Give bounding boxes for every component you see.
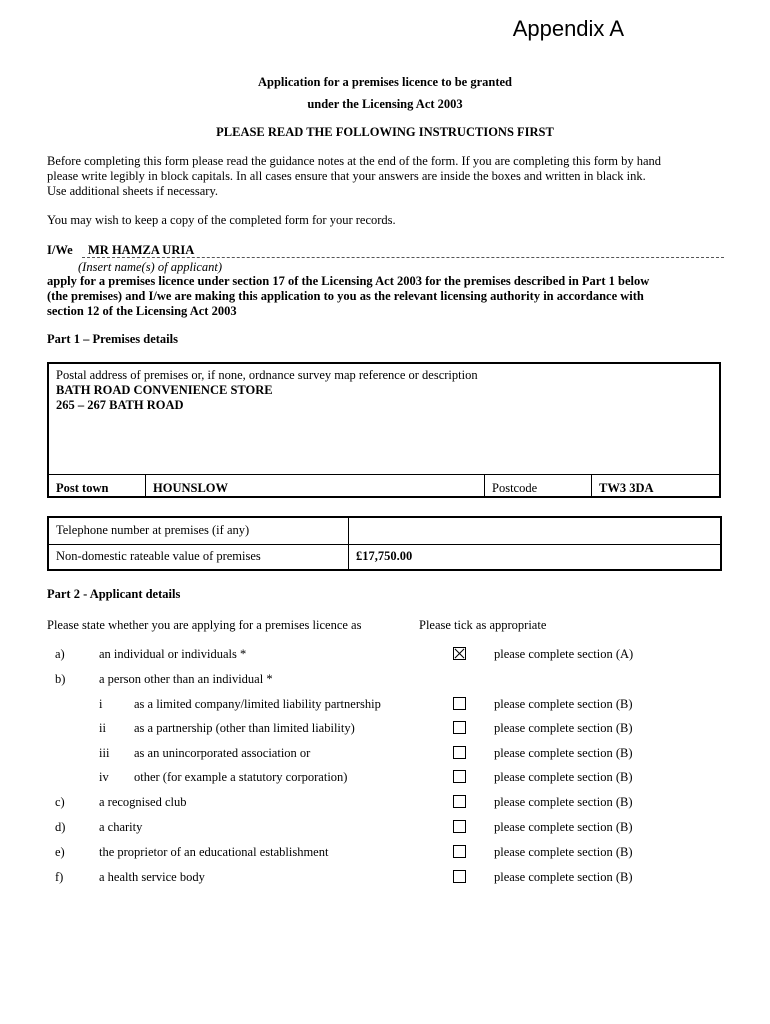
option-text: an individual or individuals * xyxy=(99,647,247,661)
option-action: please complete section (B) xyxy=(494,721,633,735)
option-letter: b) xyxy=(55,672,66,686)
option-letter: e) xyxy=(55,845,65,859)
option-action: please complete section (B) xyxy=(494,746,633,760)
option-text: as a limited company/limited liability partnership xyxy=(134,697,381,711)
checkbox-individual[interactable] xyxy=(453,647,466,660)
option-action: please complete section (B) xyxy=(494,795,633,809)
divider xyxy=(145,474,146,498)
divider xyxy=(484,474,485,498)
post-town-label: Post town xyxy=(56,481,109,495)
option-text: a person other than an individual * xyxy=(99,672,273,686)
applicant-prefix: I/We xyxy=(47,243,73,257)
telephone-value[interactable] xyxy=(349,517,722,544)
option-action: please complete section (B) xyxy=(494,845,633,859)
applicant-type-question: Please state whether you are applying for a premises licence as xyxy=(47,618,362,632)
option-action: please complete section (B) xyxy=(494,820,633,834)
postcode-value[interactable]: TW3 3DA xyxy=(599,481,654,495)
applicant-name-field[interactable] xyxy=(82,243,724,258)
option-action: please complete section (B) xyxy=(494,870,633,884)
divider xyxy=(49,474,719,475)
records-note: You may wish to keep a copy of the completed form for your records. xyxy=(47,213,396,227)
divider xyxy=(591,474,592,498)
applicant-name-hint: (Insert name(s) of applicant) xyxy=(78,260,223,274)
option-text: as an unincorporated association or xyxy=(134,746,311,760)
option-action: please complete section (B) xyxy=(494,770,633,784)
option-text: a health service body xyxy=(99,870,205,884)
appendix-label: Appendix A xyxy=(512,16,624,41)
option-roman: ii xyxy=(99,721,106,735)
application-statement: apply for a premises licence under section 17 of the Licensing Act 2003 for the premises described in Part 1 below (the premises) and I/we are making this application to you as the relevant licensing authority in accordance with section 12 of the Licensing Act 2003 xyxy=(47,274,650,318)
address-line1[interactable]: BATH ROAD CONVENIENCE STORE xyxy=(56,383,273,397)
option-roman: i xyxy=(99,697,103,711)
option-letter: f) xyxy=(55,870,64,884)
checkbox-health-service[interactable] xyxy=(453,870,466,883)
option-text: the proprietor of an educational establishment xyxy=(99,845,329,859)
part1-heading: Part 1 – Premises details xyxy=(47,332,178,346)
option-letter: c) xyxy=(55,795,65,809)
form-title-line2: under the Licensing Act 2003 xyxy=(307,97,463,111)
postcode-label: Postcode xyxy=(492,481,538,495)
instructions-paragraph: Before completing this form please read the guidance notes at the end of the form. If you are completing this form by hand please write legibly in block capitals. In all cases ensure that your answers are inside the boxes and written in black ink. Use additional sheets if necessary. xyxy=(47,154,662,198)
address-label: Postal address of premises or, if none, ordnance survey map reference or description xyxy=(56,368,478,382)
option-action: please complete section (B) xyxy=(494,697,633,711)
telephone-label: Telephone number at premises (if any) xyxy=(48,517,349,544)
premises-info-table xyxy=(47,516,722,571)
checkbox-recognised-club[interactable] xyxy=(453,795,466,808)
option-action: please complete section (A) xyxy=(494,647,634,661)
checkbox-charity[interactable] xyxy=(453,820,466,833)
option-letter: a) xyxy=(55,647,65,661)
post-town-value[interactable]: HOUNSLOW xyxy=(153,481,229,495)
checkbox-other-corporation[interactable] xyxy=(453,770,466,783)
checkbox-limited-company[interactable] xyxy=(453,697,466,710)
part2-heading: Part 2 - Applicant details xyxy=(47,587,181,601)
option-text: a recognised club xyxy=(99,795,187,809)
instructions-heading: PLEASE READ THE FOLLOWING INSTRUCTIONS FIRST xyxy=(216,125,554,139)
checkbox-educational[interactable] xyxy=(453,845,466,858)
premises-address-box xyxy=(47,362,721,498)
option-text: other (for example a statutory corporation) xyxy=(134,770,348,784)
option-roman: iv xyxy=(99,770,109,784)
rateable-value[interactable]: £17,750.00 xyxy=(349,544,722,570)
option-roman: iii xyxy=(99,746,110,760)
checkbox-partnership[interactable] xyxy=(453,721,466,734)
option-text: as a partnership (other than limited liability) xyxy=(134,721,355,735)
checkbox-unincorporated[interactable] xyxy=(453,746,466,759)
option-letter: d) xyxy=(55,820,66,834)
address-line2[interactable]: 265 – 267 BATH ROAD xyxy=(56,398,184,412)
rateable-label: Non-domestic rateable value of premises xyxy=(48,544,349,570)
tick-hint: Please tick as appropriate xyxy=(419,618,547,632)
form-title-line1: Application for a premises licence to be granted xyxy=(257,75,513,89)
applicant-name: MR HAMZA URIA xyxy=(88,243,195,257)
option-text: a charity xyxy=(99,820,143,834)
